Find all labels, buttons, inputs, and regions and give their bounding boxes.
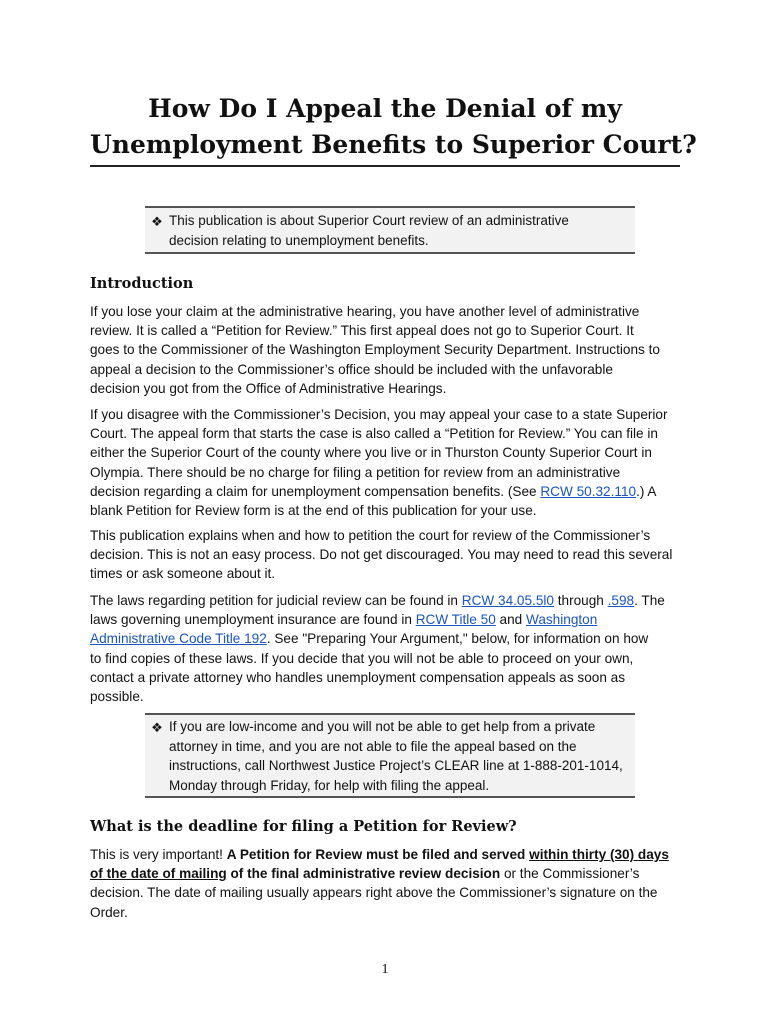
bold-text: of the final administrative review decision xyxy=(226,866,501,882)
text-span: . The xyxy=(634,593,665,608)
title-line-1: How Do I Appeal the Denial of my xyxy=(148,94,622,123)
text-line: contact a private attorney who handles unemployment compensation appeals as soon as xyxy=(90,669,626,685)
text-span: laws governing unemployment insurance are found in xyxy=(90,612,416,628)
text-line: appeal a decision to the Commissioner’s office should be included with the unfavorable xyxy=(90,361,613,377)
callout-line: If you are low-income and you will not be able to get help from a private xyxy=(169,719,596,734)
text-span: This is very important! xyxy=(90,847,227,862)
callout-line: instructions, call Northwest Justice Project’s CLEAR line at 1-888-201-1014, xyxy=(169,758,623,773)
text-span: The laws regarding petition for judicial review can be found in xyxy=(90,593,462,608)
link-rcw-title-50[interactable]: RCW Title 50 xyxy=(415,612,496,628)
callout-line: Monday through Friday, for help with filing the appeal. xyxy=(169,777,490,793)
intro-paragraph-1 xyxy=(90,302,686,398)
text-span: or the Commissioner’s xyxy=(500,866,640,882)
text-span: . See "Preparing Your Argument," below, for information on how xyxy=(266,631,649,647)
bold-underlined-text: within thirty (30) days xyxy=(529,847,669,862)
text-span: .) A xyxy=(636,483,657,499)
link-wac-title-192-cont[interactable]: Administrative Code Title 192 xyxy=(90,631,267,647)
text-line: decision. This is not an easy process. Do not get discouraged. You may need to read this several xyxy=(90,547,673,563)
text-line: goes to the Commissioner of the Washington Employment Security Department. Instructions to xyxy=(90,342,660,358)
text-line: times or ask someone about it. xyxy=(90,566,276,582)
text-line: decision. The date of mailing usually appears right above the Commissioner’s signature on the xyxy=(90,885,658,901)
intro-paragraph-4 xyxy=(90,591,686,706)
callout-line: This publication is about Superior Court review of an administrative xyxy=(169,213,569,228)
text-line: Court. The appeal form that starts the case is also called a “Petition for Review.” You can file in xyxy=(90,426,658,442)
text-line xyxy=(90,845,686,864)
link-rcw-50-32-110[interactable]: RCW 50.32.110 xyxy=(540,483,637,499)
text-line: This publication explains when and how to petition the court for review of the Commissioner’s xyxy=(90,528,651,543)
diamond-bullet-icon: ❖ xyxy=(151,720,163,735)
publication-scope-callout xyxy=(145,206,635,254)
callout-line: attorney in time, and you are not able to file the appeal based on the xyxy=(169,738,577,754)
text-line: If you lose your claim at the administrative hearing, you have another level of administrative xyxy=(90,304,640,319)
text-line: either the Superior Court of the county where you live or in Thurston County Superior Court in xyxy=(90,445,652,461)
text-line: possible. xyxy=(90,689,144,705)
bold-text: A Petition for Review must be filed and served xyxy=(226,847,530,862)
text-line: to find copies of these laws. If you decide that you will not be able to proceed on your own, xyxy=(90,650,634,666)
section-heading-deadline: What is the deadline for filing a Petition for Review? xyxy=(90,818,517,835)
text-span: through xyxy=(553,593,608,608)
intro-paragraph-3 xyxy=(90,526,686,584)
page-title xyxy=(90,91,697,167)
bold-underlined-text: of the date of mailing xyxy=(90,866,227,882)
text-line: review. It is called a “Petition for Review.” This first appeal does not go to Superior Court. It xyxy=(90,323,634,339)
text-line xyxy=(90,591,686,610)
intro-paragraph-2 xyxy=(90,405,686,520)
section-heading-introduction: Introduction xyxy=(90,275,194,292)
link-wac-title-192[interactable]: Washington xyxy=(526,612,598,628)
text-line xyxy=(90,482,686,501)
text-line: decision you got from the Office of Administrative Hearings. xyxy=(90,380,447,396)
text-line: Order. xyxy=(90,904,128,920)
text-span: decision regarding a claim for unemployment compensation benefits. (See xyxy=(90,483,541,499)
text-line: If you disagree with the Commissioner’s Decision, you may appeal your case to a state Superior xyxy=(90,407,668,422)
deadline-paragraph xyxy=(90,845,686,922)
link-rcw-598[interactable]: .598 xyxy=(607,593,635,608)
page-number: 1 xyxy=(381,962,389,977)
text-line xyxy=(90,864,686,883)
text-span: and xyxy=(495,612,526,628)
title-line-2: Unemployment Benefits to Superior Court? xyxy=(90,130,697,159)
callout-line: decision relating to unemployment benefits. xyxy=(169,232,429,248)
text-line: blank Petition for Review form is at the end of this publication for your use. xyxy=(90,503,537,519)
text-line xyxy=(90,629,686,648)
link-rcw-34-05-510[interactable]: RCW 34.05.5l0 xyxy=(461,593,554,608)
diamond-bullet-icon: ❖ xyxy=(151,214,163,229)
text-line: Olympia. There should be no charge for filing a petition for review from an administrative xyxy=(90,464,621,480)
clear-line-callout xyxy=(145,713,635,798)
text-line xyxy=(90,610,686,629)
